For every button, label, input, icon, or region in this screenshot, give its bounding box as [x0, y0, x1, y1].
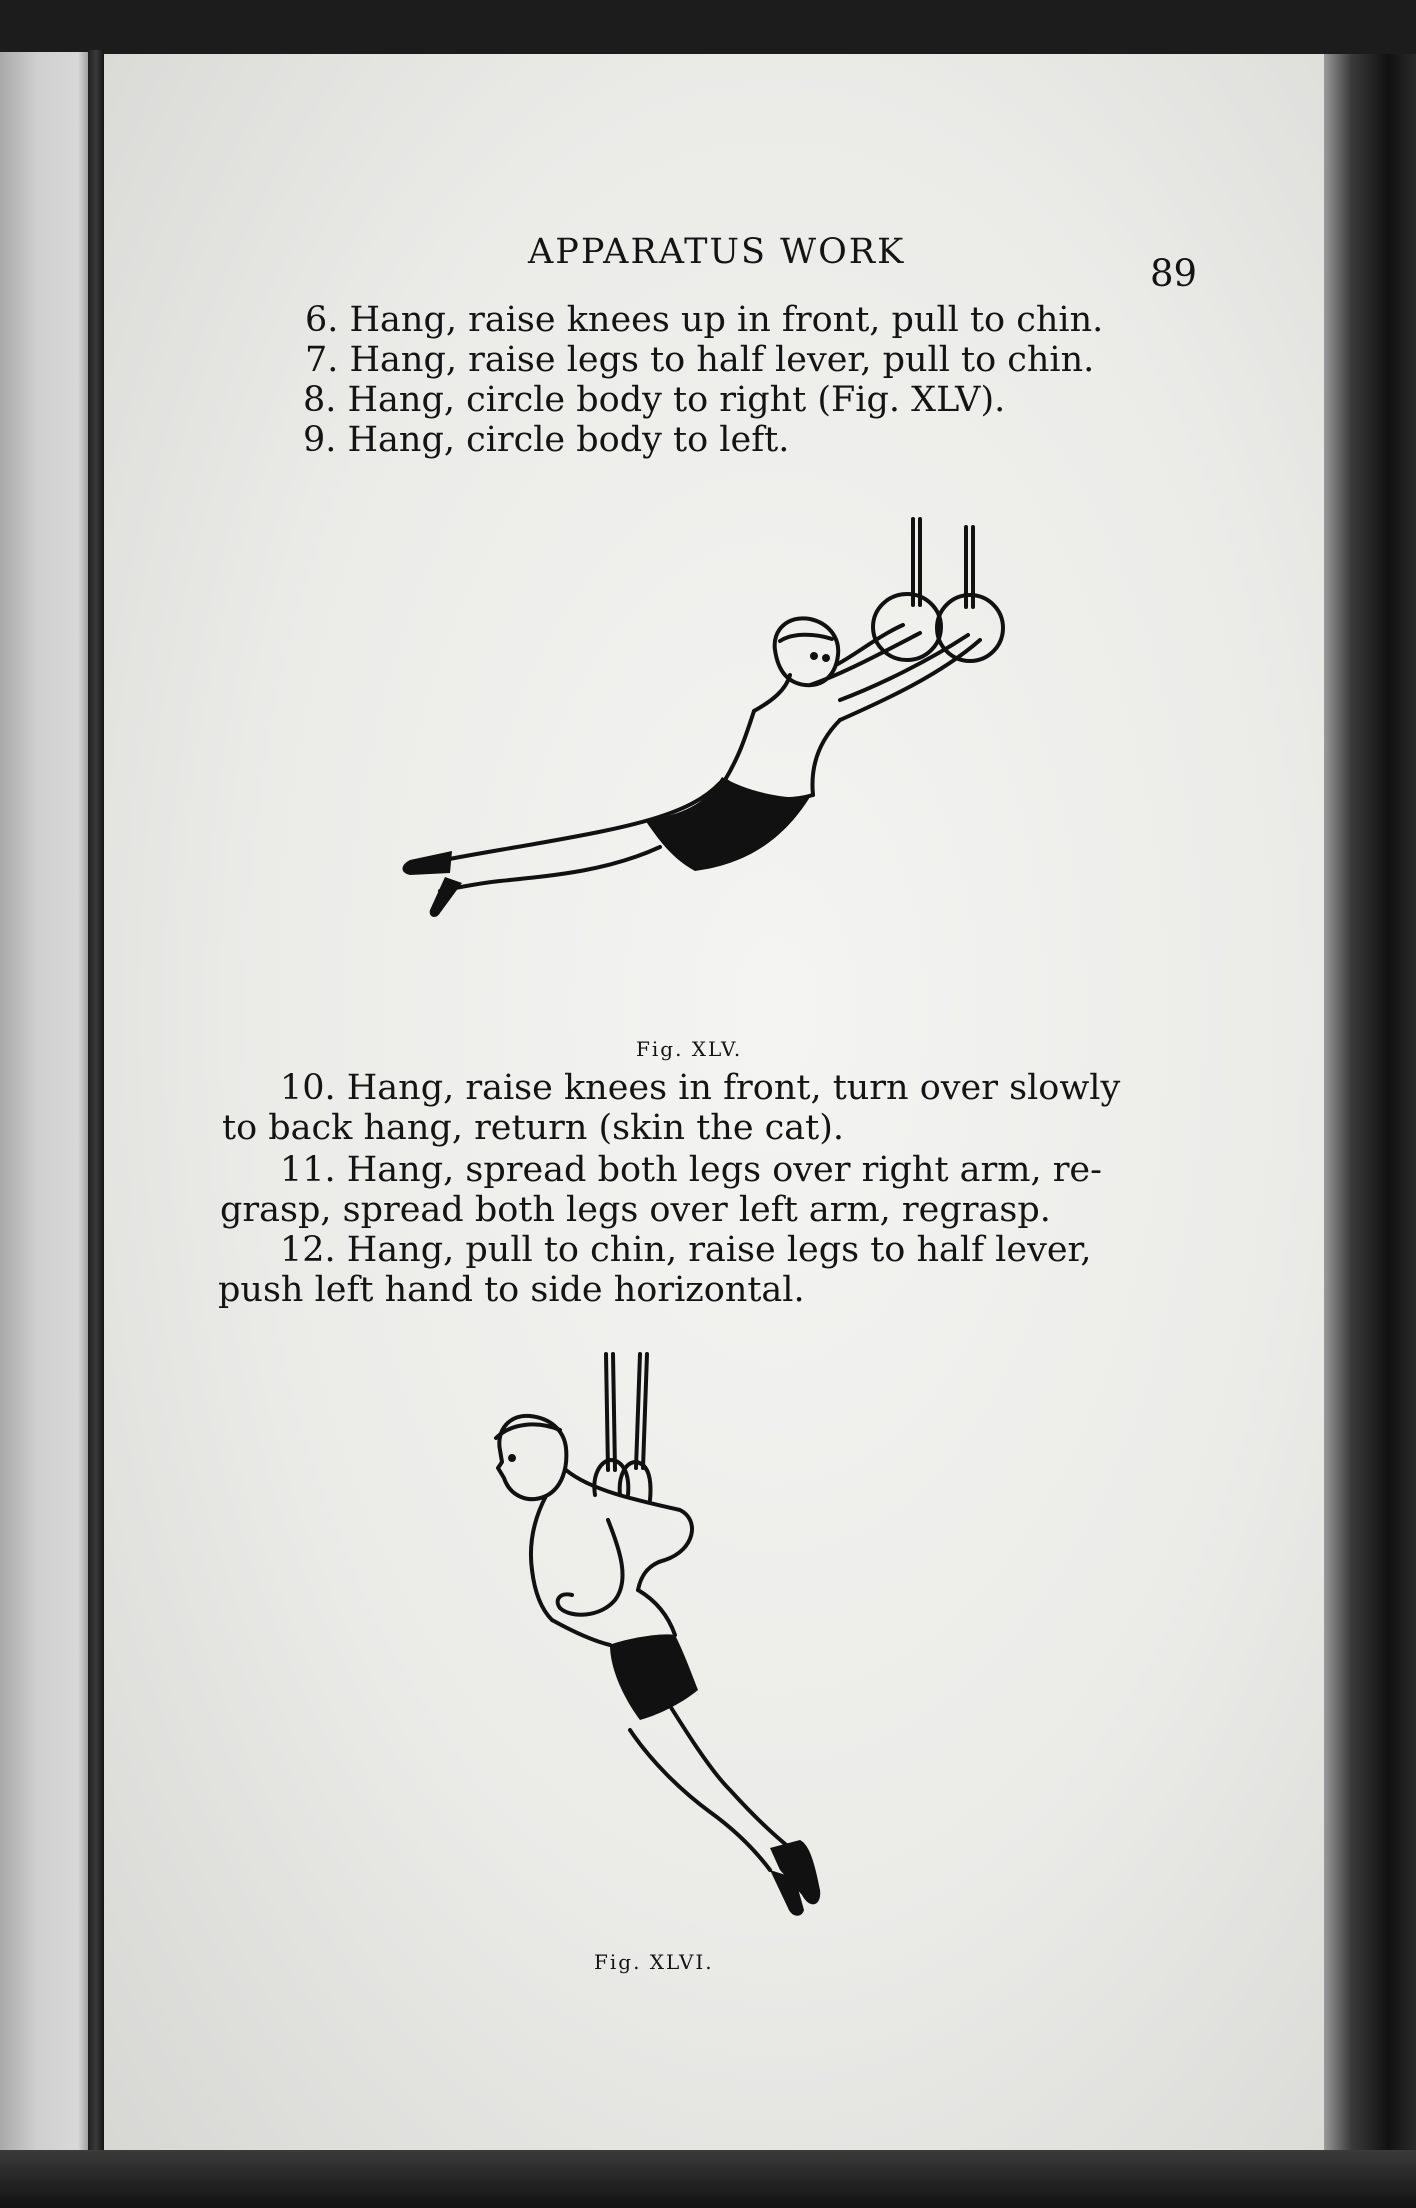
list-item: push left hand to side horizontal. [218, 1270, 805, 1310]
list-item: 9. Hang, circle body to left. [303, 420, 790, 460]
list-item: 8. Hang, circle body to right (Fig. XLV). [303, 380, 1006, 420]
list-item: 6. Hang, raise knees up in front, pull to chin. [305, 300, 1104, 340]
list-item: 12. Hang, pull to chin, raise legs to half lever, [280, 1230, 1092, 1270]
figure-xlvi [470, 1350, 890, 1950]
figure-caption: Fig. XLV. [636, 1037, 743, 1061]
list-item: to back hang, return (skin the cat). [222, 1108, 844, 1148]
list-item: 11. Hang, spread both legs over right arm, re- [280, 1150, 1102, 1190]
list-item: 7. Hang, raise legs to half lever, pull to chin. [305, 340, 1095, 380]
list-item: 10. Hang, raise knees in front, turn over slowly [280, 1068, 1121, 1108]
left-page-edge [0, 52, 92, 2180]
gymnast-hanging-on-rings-illustration [400, 515, 1020, 1015]
page-number: 89 [1150, 252, 1198, 295]
figure-xlv [400, 515, 1020, 1015]
book-gutter [88, 50, 104, 2180]
list-item: grasp, spread both legs over left arm, regrasp. [220, 1190, 1051, 1230]
running-header: APPARATUS WORK [528, 232, 906, 272]
figure-caption: Fig. XLVI. [594, 1950, 714, 1974]
right-page-edge [1324, 54, 1416, 2208]
gymnast-lever-on-rings-illustration [470, 1350, 890, 1950]
bottom-edge [0, 2150, 1416, 2208]
